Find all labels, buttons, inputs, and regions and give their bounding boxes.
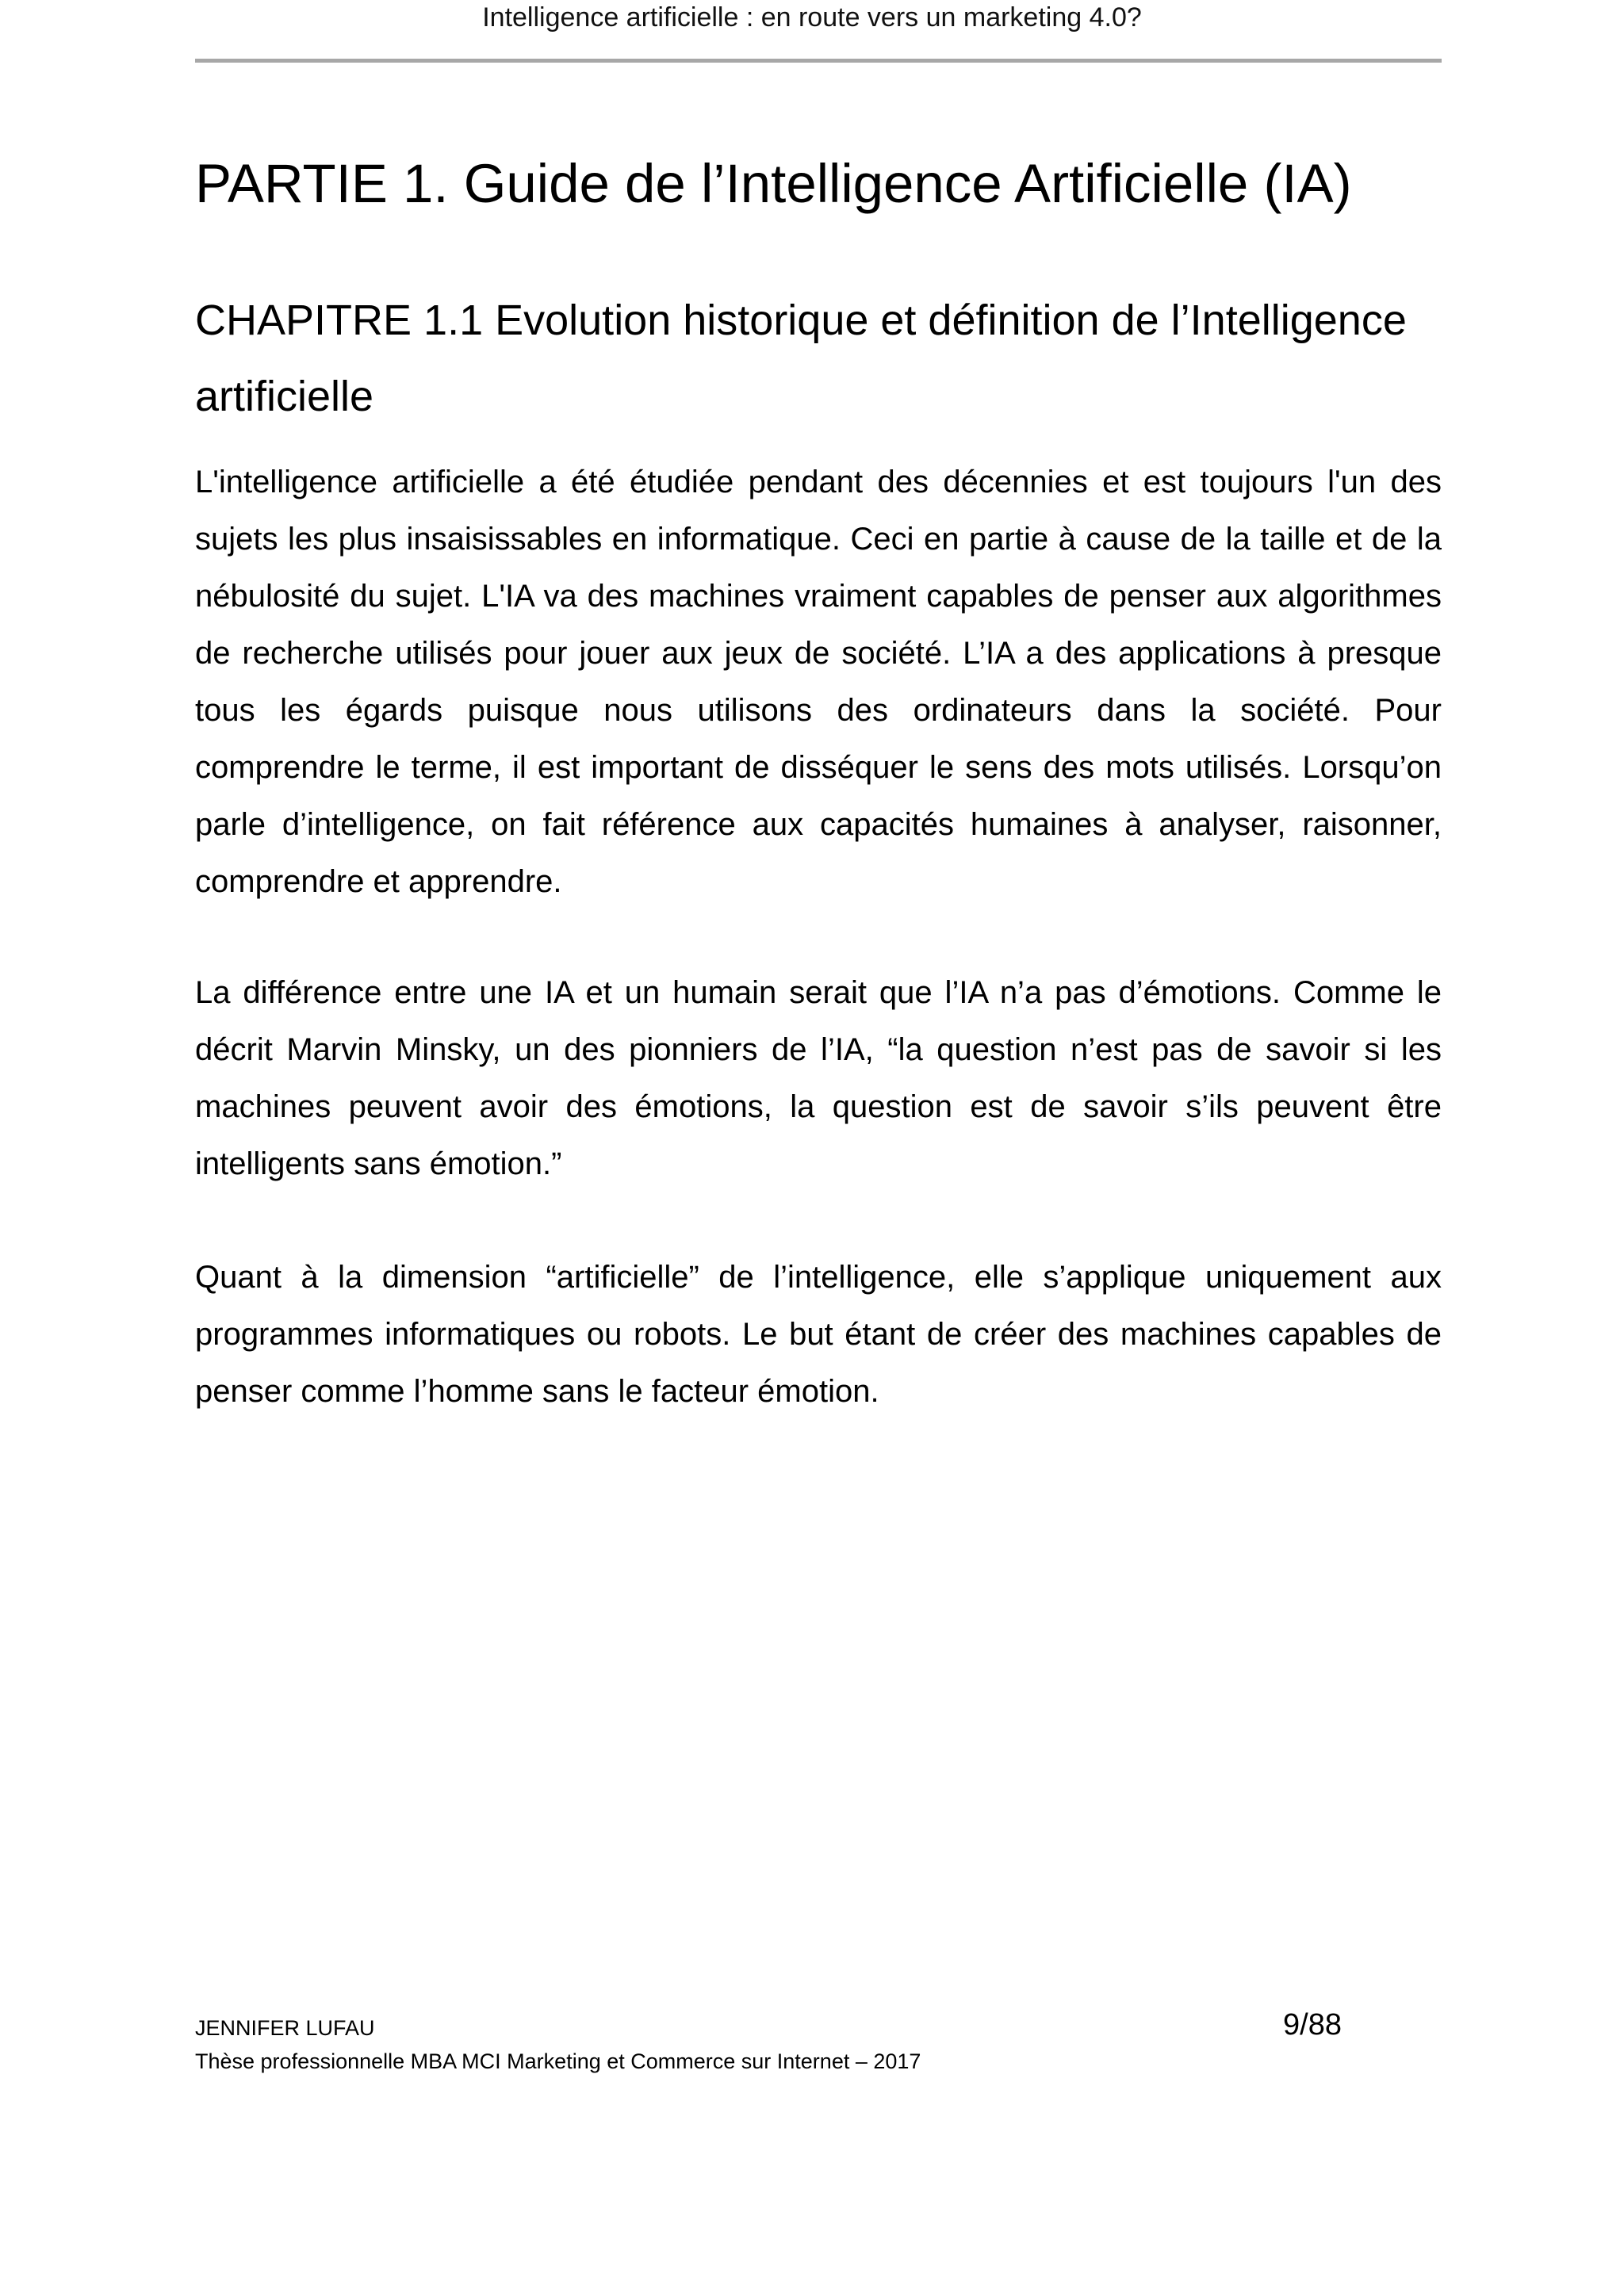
footer-thesis-line: Thèse professionnelle MBA MCI Marketing et Commerce sur Internet – 2017 <box>195 2049 921 2073</box>
page-number: 9/88 <box>1283 2008 1342 2042</box>
chapter-title: CHAPITRE 1.1 Evolution historique et définition de l’Intelligence artificielle <box>195 297 1407 420</box>
paragraph-artificial: Quant à la dimension “artificielle” de l’intelligence, elle s’applique uniquement aux programmes informatiques ou robots. Le but étant de créer des machines capables de penser comme l’homme sans le facteur émotion. <box>195 1260 1442 1409</box>
running-header: Intelligence artificielle : en route vers un marketing 4.0? <box>482 2 1142 33</box>
paragraph-definition: L'intelligence artificielle a été étudiée pendant des décennies et est toujours l'un des sujets les plus insaisissables en informatique. Ceci en partie à cause de la taille et de la nébulosité du sujet. L'IA va des machines vraiment capables de penser aux algorithmes de recherche utilisés pour jouer aux jeux de société. L’IA a des applications à presque tous les égards puisque nous utilisons des ordinateurs dans la société. Pour comprendre le terme, il est important de disséquer le sens des mots utilisés. Lorsqu’on parle d’intelligence, on fait référence aux capacités humaines à analyser, raisonner, comprendre et apprendre. <box>195 465 1442 899</box>
part-title: PARTIE 1. Guide de l’Intelligence Artificielle (IA) <box>195 153 1352 214</box>
paragraph-emotions: La différence entre une IA et un humain serait que l’IA n’a pas d’émotions. Comme le décrit Marvin Minsky, un des pionniers de l’IA, “la question n’est pas de savoir si les machines peuvent avoir des émotions, la question est de savoir s’ils peuvent être intelligents sans émotion.” <box>195 975 1442 1181</box>
footer-author: JENNIFER LUFAU <box>195 2016 375 2040</box>
header-divider <box>195 59 1442 63</box>
